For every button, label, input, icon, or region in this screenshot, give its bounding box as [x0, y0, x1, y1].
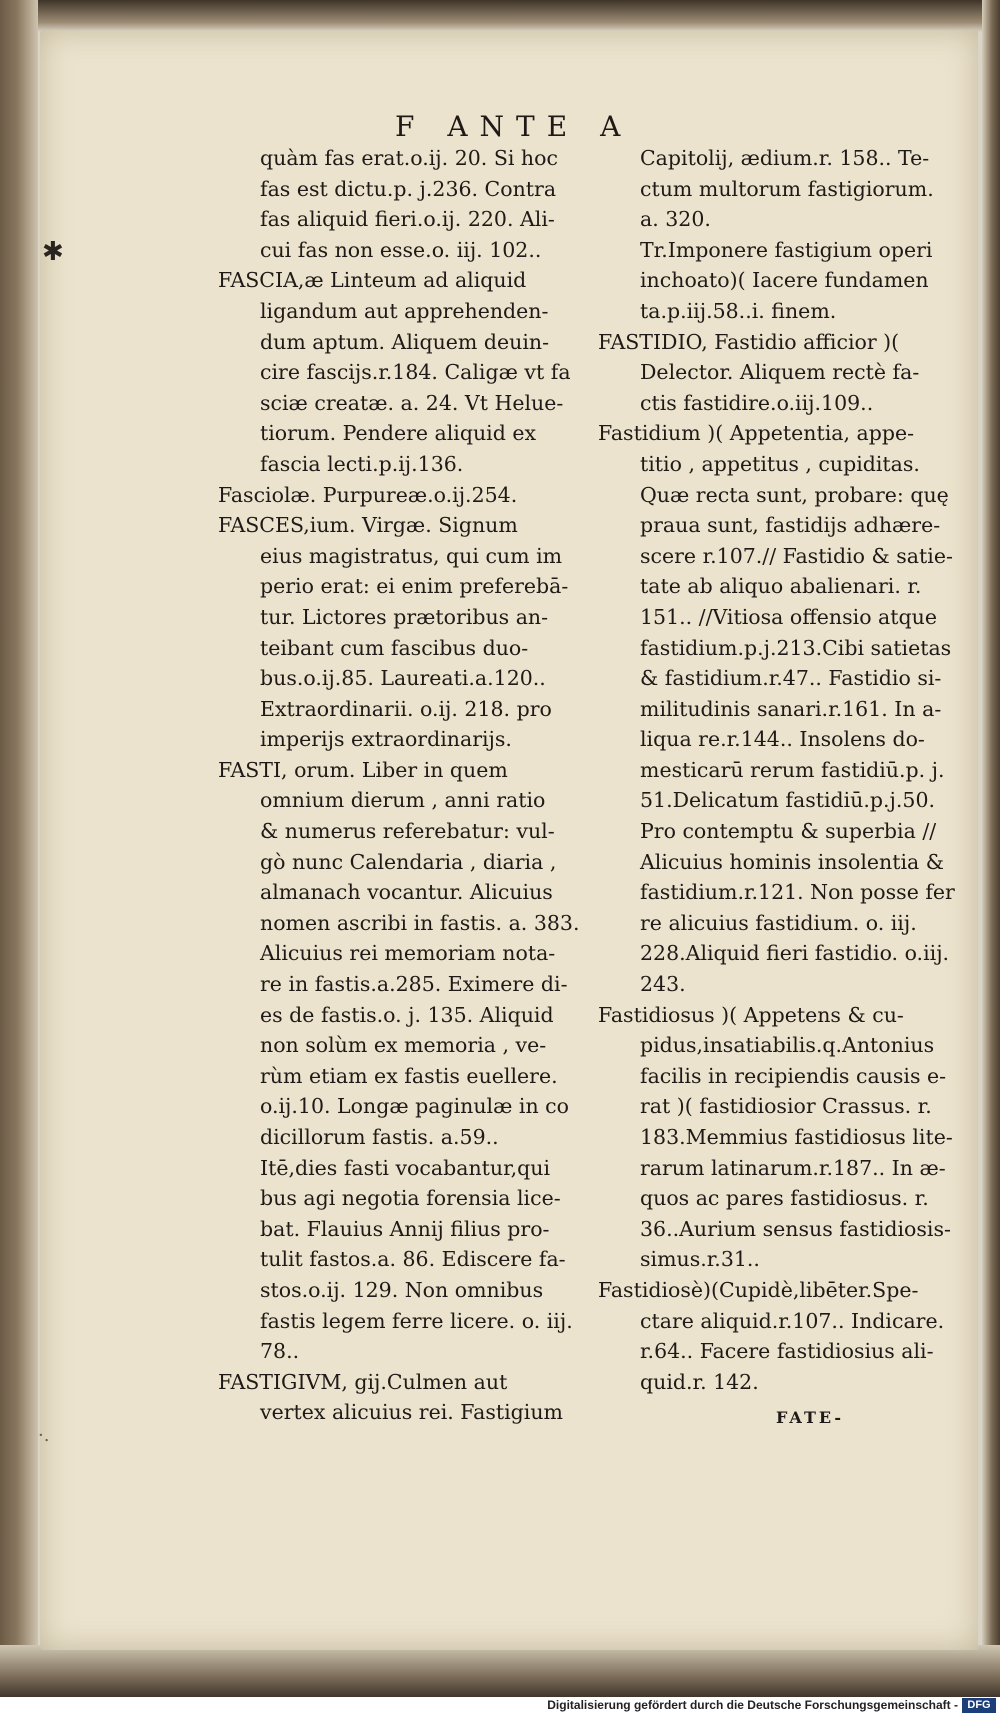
footer-credit-text: Digitalisierung gefördert durch die Deutsche Forschungsgemeinschaft - — [547, 1698, 958, 1712]
text-line: ctis fastidire.o.iij.109.. — [640, 390, 874, 415]
text-line: Fastidiosè)(Cupidè,libēter.Spe- — [598, 1277, 919, 1302]
catchword: FATE- — [776, 1408, 844, 1427]
text-line: Alicuius rei memoriam nota- — [260, 941, 556, 966]
text-line: quàm fas erat.o.ij. 20. Si hoc — [260, 146, 558, 170]
text-line: nomen ascribi in fastis. a. 383. — [260, 910, 580, 935]
text-line: re in fastis.a.285. Eximere di- — [260, 972, 568, 997]
text-line: Extraordinarii. o.ij. 218. pro — [260, 696, 552, 721]
text-line: Fastidiosus )( Appetens & cu- — [598, 1002, 904, 1027]
text-line: scere r.107.// Fastidio & satie- — [640, 543, 953, 568]
text-line: tulit fastos.a. 86. Ediscere fa- — [260, 1247, 566, 1272]
text-line: liqua re.r.144.. Insolens do- — [640, 727, 925, 752]
margin-mark-icon: ✱ — [42, 237, 64, 267]
text-line: ctare aliquid.r.107.. Indicare. — [640, 1308, 945, 1333]
text-line: teibant cum fascibus duo- — [260, 635, 529, 660]
text-line: & fastidium.r.47.. Fastidio si- — [640, 666, 942, 691]
text-line: Pro contemptu & superbia // — [640, 819, 937, 844]
text-line: mesticarū rerum fastidiū.p. j. — [640, 757, 945, 782]
text-line: r.64.. Facere fastidiosius ali- — [640, 1339, 934, 1364]
text-line: 78.. — [260, 1339, 300, 1364]
text-line: fastidium.r.121. Non posse fer — [640, 880, 955, 905]
text-line: bat. Flauius Annij filius pro- — [260, 1216, 550, 1241]
text-line: FASTIDIO, Fastidio afficior )( — [598, 329, 900, 354]
text-line: non solùm ex memoria , ve- — [260, 1033, 547, 1058]
text-line: Tr.Imponere fastigium operi — [640, 237, 933, 262]
page-bottom-edge — [0, 1645, 1000, 1697]
text-line: Alicuius hominis insolentia & — [640, 849, 945, 874]
page-top-edge — [0, 0, 1000, 32]
text-line: Fastidium )( Appetentia, appe- — [598, 421, 915, 446]
text-line: cire fascijs.r.184. Caligæ vt fa — [260, 360, 571, 385]
text-line: omnium dierum , anni ratio — [260, 788, 546, 813]
running-head: F ANTE A — [395, 110, 633, 143]
text-line: Quæ recta sunt, probare: quę — [640, 482, 949, 507]
text-line: quos ac pares fastidiosus. r. — [640, 1186, 929, 1211]
text-line: quid.r. 142. — [640, 1369, 759, 1394]
text-line: Fasciolæ. Purpureæ.o.ij.254. — [218, 482, 518, 507]
text-line: 183.Memmius fastidiosus lite- — [640, 1125, 953, 1149]
text-line: tur. Lictores prætoribus an- — [260, 604, 549, 629]
text-line: facilis in recipiendis causis e- — [640, 1063, 947, 1088]
text-line: pidus,insatiabilis.q.Antonius — [640, 1033, 935, 1058]
text-line: cui fas non esse.o. iij. 102.. — [260, 237, 542, 262]
text-line: rarum latinarum.r.187.. In æ- — [640, 1155, 946, 1180]
text-line: fastis legem ferre licere. o. iij. — [260, 1308, 573, 1333]
text-line: o.ij.10. Longæ paginulæ in co — [260, 1094, 569, 1119]
text-line: 51.Delicatum fastidiū.p.j.50. — [640, 788, 936, 813]
text-line: titio , appetitus , cupiditas. — [640, 451, 920, 476]
text-line: fascia lecti.p.ij.136. — [260, 451, 464, 476]
right-column — [598, 143, 970, 1397]
text-line: ctum multorum fastigiorum. — [640, 176, 934, 201]
text-line: a. 320. — [640, 207, 711, 232]
text-line: rùm etiam ex fastis euellere. — [260, 1063, 558, 1088]
book-binding-left — [0, 0, 38, 1716]
text-line: perio erat: ei enim preferebā- — [260, 574, 569, 599]
text-line: imperijs extraordinarijs. — [260, 727, 512, 752]
text-line: gò nunc Calendaria , diaria , — [260, 849, 557, 874]
text-line: eius magistratus, qui cum im — [260, 543, 563, 568]
text-line: stos.o.ij. 129. Non omnibus — [260, 1277, 544, 1302]
text-line: es de fastis.o. j. 135. Aliquid — [260, 1002, 554, 1027]
text-line: 243. — [640, 972, 686, 997]
text-line: almanach vocantur. Alicuius — [260, 880, 553, 905]
text-line: fastidium.p.j.213.Cibi satietas — [640, 635, 952, 660]
text-line: & numerus referebatur: vul- — [260, 819, 555, 844]
text-line: FASTI, orum. Liber in quem — [218, 757, 508, 782]
text-line: 228.Aliquid fieri fastidio. o.iij. — [640, 941, 950, 966]
text-line: dicillorum fastis. a.59.. — [260, 1125, 499, 1149]
text-line: tiorum. Pendere aliquid ex — [260, 421, 537, 446]
text-line: praua sunt, fastidijs adhære- — [640, 513, 941, 538]
digitization-footer — [0, 1697, 1000, 1716]
text-line: Itē,dies fasti vocabantur,qui — [260, 1155, 551, 1180]
text-line: vertex alicuius rei. Fastigium — [260, 1400, 563, 1425]
text-line: rat )( fastidiosior Crassus. r. — [640, 1094, 932, 1119]
text-line: fas est dictu.p. j.236. Contra — [260, 176, 557, 201]
book-edge-right — [982, 0, 1000, 1716]
text-line: 36..Aurium sensus fastidiosis- — [640, 1216, 951, 1241]
text-line: militudinis sanari.r.161. In a- — [640, 696, 942, 721]
text-line: 151.. //Vitiosa offensio atque — [640, 604, 937, 629]
text-line: sciæ creatæ. a. 24. Vt Helue- — [260, 390, 564, 415]
dfg-logo: DFG — [962, 1698, 996, 1713]
text-line: bus.o.ij.85. Laureati.a.120.. — [260, 666, 546, 691]
text-line: tate ab aliquo abalienari. r. — [640, 574, 922, 599]
text-line: FASTIGIVM, gij.Culmen aut — [218, 1369, 508, 1394]
text-line: FASCIA,æ Linteum ad aliquid — [218, 268, 527, 293]
text-line: Capitolij, ædium.r. 158.. Te- — [640, 146, 930, 170]
text-line: bus agi negotia forensia lice- — [260, 1186, 561, 1211]
text-line: fas aliquid fieri.o.ij. 220. Ali- — [260, 207, 555, 232]
text-line: inchoato)( Iacere fundamen — [640, 268, 929, 293]
text-line: dum aptum. Aliquem deuin- — [260, 329, 550, 354]
text-line: FASCES,ium. Virgæ. Signum — [218, 513, 518, 538]
ink-spot-icon: ·. — [38, 1425, 50, 1446]
text-line: ta.p.iij.58..i. finem. — [640, 298, 837, 323]
text-line: ligandum aut apprehenden- — [260, 298, 549, 323]
text-line: simus.r.31.. — [640, 1247, 760, 1272]
text-line: re alicuius fastidium. o. iij. — [640, 910, 917, 935]
left-column — [218, 143, 593, 1428]
text-line: Delector. Aliquem rectè fa- — [640, 360, 920, 385]
